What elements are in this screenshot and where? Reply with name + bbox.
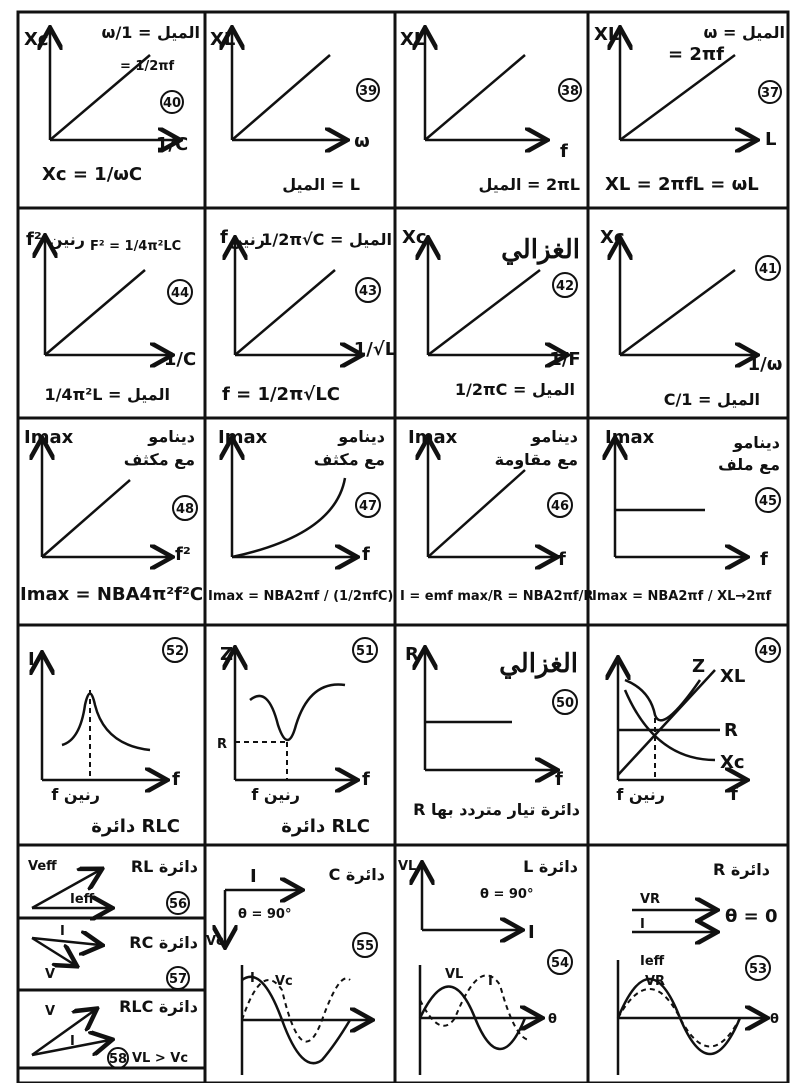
label: = 2πf <box>668 44 724 65</box>
label: 51 <box>355 644 375 659</box>
label: F² = 1/4π²LC <box>90 239 182 254</box>
label: 49 <box>758 644 778 659</box>
graph-48 <box>20 427 203 605</box>
label: دائرة RC <box>129 933 198 952</box>
graph-47 <box>208 427 393 604</box>
slope-label-2: = 1/2πf <box>120 59 175 74</box>
label: Xc <box>720 752 745 773</box>
label: دائرة R <box>713 860 770 879</box>
label: 1/C <box>163 349 197 370</box>
label: 54 <box>550 956 570 971</box>
label: 47 <box>358 499 378 514</box>
label: الغزالي <box>499 649 578 679</box>
label: 1/√L <box>353 339 397 360</box>
label: Imax <box>24 427 74 448</box>
label: Veff <box>28 859 57 874</box>
label: f <box>558 549 566 570</box>
label: VL > Vc <box>132 1051 189 1066</box>
label: مع مقاومة <box>494 450 578 469</box>
label: 39 <box>358 84 378 99</box>
label: f <box>362 769 370 790</box>
label: دائرة RLC <box>281 816 370 837</box>
label: Imax = NBA4π²f²C <box>20 584 204 605</box>
label: Z <box>692 656 706 677</box>
label: XL <box>594 24 620 45</box>
label: 53 <box>748 962 768 977</box>
label: 1/F <box>549 349 581 370</box>
phasor-58 <box>32 997 198 1068</box>
label: VR <box>645 974 666 989</box>
label: الميل = 1/4π²L <box>44 385 170 404</box>
graph-39 <box>210 29 379 194</box>
label: الميل = 1/2πC <box>454 380 575 399</box>
label: I <box>640 917 645 932</box>
label: 1/ω <box>747 354 783 375</box>
label: 2πL = الميل <box>478 175 580 194</box>
label: I <box>488 974 493 989</box>
label: Imax = NBA2πf / XL→2πf <box>592 589 772 604</box>
label: 38 <box>560 84 580 99</box>
label: I <box>528 922 535 943</box>
label: VL <box>445 967 464 982</box>
label: f² <box>26 229 42 250</box>
label: 37 <box>760 86 780 101</box>
label: 56 <box>168 897 188 912</box>
label: VR <box>640 892 661 907</box>
graph-50 <box>405 644 580 819</box>
label: دائرة C <box>328 865 385 884</box>
label: الميل = ω <box>703 23 785 42</box>
label: دائرة L <box>523 857 578 876</box>
label: θ = 0 <box>725 906 778 927</box>
label: 41 <box>758 262 778 277</box>
label: f <box>555 769 563 790</box>
graph-41 <box>600 227 782 409</box>
label: Ieff <box>70 892 95 907</box>
label: L <box>765 129 777 150</box>
label: θ = 90° <box>238 907 292 922</box>
label: دائرة تيار متردد بها R <box>413 800 580 819</box>
label: I <box>60 924 65 939</box>
label: رنين f <box>51 785 100 804</box>
label: Xc <box>600 227 625 248</box>
label: f² <box>175 544 191 565</box>
label: رنين <box>48 230 85 249</box>
label: رنين f <box>251 785 300 804</box>
label: 55 <box>355 939 375 954</box>
label: دينامو <box>148 427 195 446</box>
label: Imax = NBA2πf / (1/2πfC) <box>208 589 394 604</box>
label: 42 <box>555 279 575 294</box>
label: f <box>760 549 768 570</box>
label: V <box>45 1004 56 1019</box>
label: XL = 2πfL = ωL <box>605 174 759 195</box>
label: Xc <box>402 227 427 248</box>
graph-40 <box>24 23 200 185</box>
graph-51 <box>217 638 377 837</box>
label: f = 1/2π√LC <box>222 384 340 405</box>
label: θ <box>770 1012 779 1027</box>
label: VL <box>398 859 417 874</box>
label: XL <box>210 29 236 50</box>
label: R <box>405 644 419 665</box>
phasor-57 <box>32 924 198 989</box>
label: f <box>172 769 180 790</box>
label: L = الميل <box>282 175 360 194</box>
label: ω <box>354 131 370 152</box>
label: 46 <box>550 499 570 514</box>
label: θ = 90° <box>480 887 534 902</box>
slope-label: الميل = 1/ω <box>101 23 200 42</box>
graph-37 <box>594 23 785 195</box>
graph-43 <box>220 227 396 405</box>
graph-45 <box>592 427 780 604</box>
label: f <box>730 784 738 805</box>
label: مع ملف <box>718 455 780 474</box>
label: رنين f <box>616 785 665 804</box>
label: XL <box>400 29 426 50</box>
graph-53 <box>618 860 779 1075</box>
x-axis-label: 1/C <box>155 134 189 155</box>
graph-38 <box>400 29 581 194</box>
label: 43 <box>358 284 378 299</box>
label: V <box>45 967 56 982</box>
label: 57 <box>168 972 188 987</box>
label: Imax <box>605 427 655 448</box>
label: I <box>28 649 35 670</box>
label: f <box>220 227 228 248</box>
label: I <box>250 971 255 986</box>
label: I <box>250 866 257 887</box>
label: مع مكثف <box>313 450 385 469</box>
label: دائرة RLC <box>91 816 180 837</box>
label: دينامو <box>338 427 385 446</box>
label: 48 <box>175 502 195 517</box>
label: الميل = 1/2π√C <box>261 230 392 249</box>
label: θ <box>548 1012 557 1027</box>
label: I <box>70 1034 75 1049</box>
label: Imax <box>218 427 268 448</box>
label: 52 <box>165 644 185 659</box>
graph-55 <box>206 865 385 1075</box>
label: 58 <box>108 1052 128 1067</box>
label: Vc <box>275 974 293 989</box>
label: دينامو <box>733 433 780 452</box>
label: 50 <box>555 696 575 711</box>
label: دينامو <box>531 427 578 446</box>
label: R <box>724 720 738 741</box>
label: XL <box>720 666 746 687</box>
label: Ieff <box>640 954 665 969</box>
label: f <box>560 141 568 162</box>
graph-number: 40 <box>162 96 182 111</box>
label: R <box>217 737 228 752</box>
phasor-56 <box>28 857 198 914</box>
equation: Xc = 1/ωC <box>42 164 143 185</box>
label: دائرة RLC <box>119 997 198 1016</box>
label: Imax <box>408 427 458 448</box>
graph-49 <box>616 638 780 805</box>
label: الميل = 1/C <box>663 390 760 409</box>
label: I = emf max/R = NBA2πf/R <box>400 589 594 604</box>
author-logo: الغزالي <box>501 235 580 265</box>
y-axis-label: Xc <box>24 29 49 50</box>
graph-42 <box>402 227 581 399</box>
label: 45 <box>758 494 778 509</box>
label: f <box>362 544 370 565</box>
label: 44 <box>170 286 190 301</box>
graph-54 <box>398 857 578 1075</box>
label: مع مكثف <box>123 450 195 469</box>
label: Vc <box>206 934 224 949</box>
label: Z <box>220 644 234 665</box>
graph-44 <box>26 229 196 404</box>
graph-52 <box>28 638 187 837</box>
label: رنين <box>228 230 265 249</box>
graph-46 <box>400 427 593 604</box>
label: دائرة RL <box>130 857 198 876</box>
